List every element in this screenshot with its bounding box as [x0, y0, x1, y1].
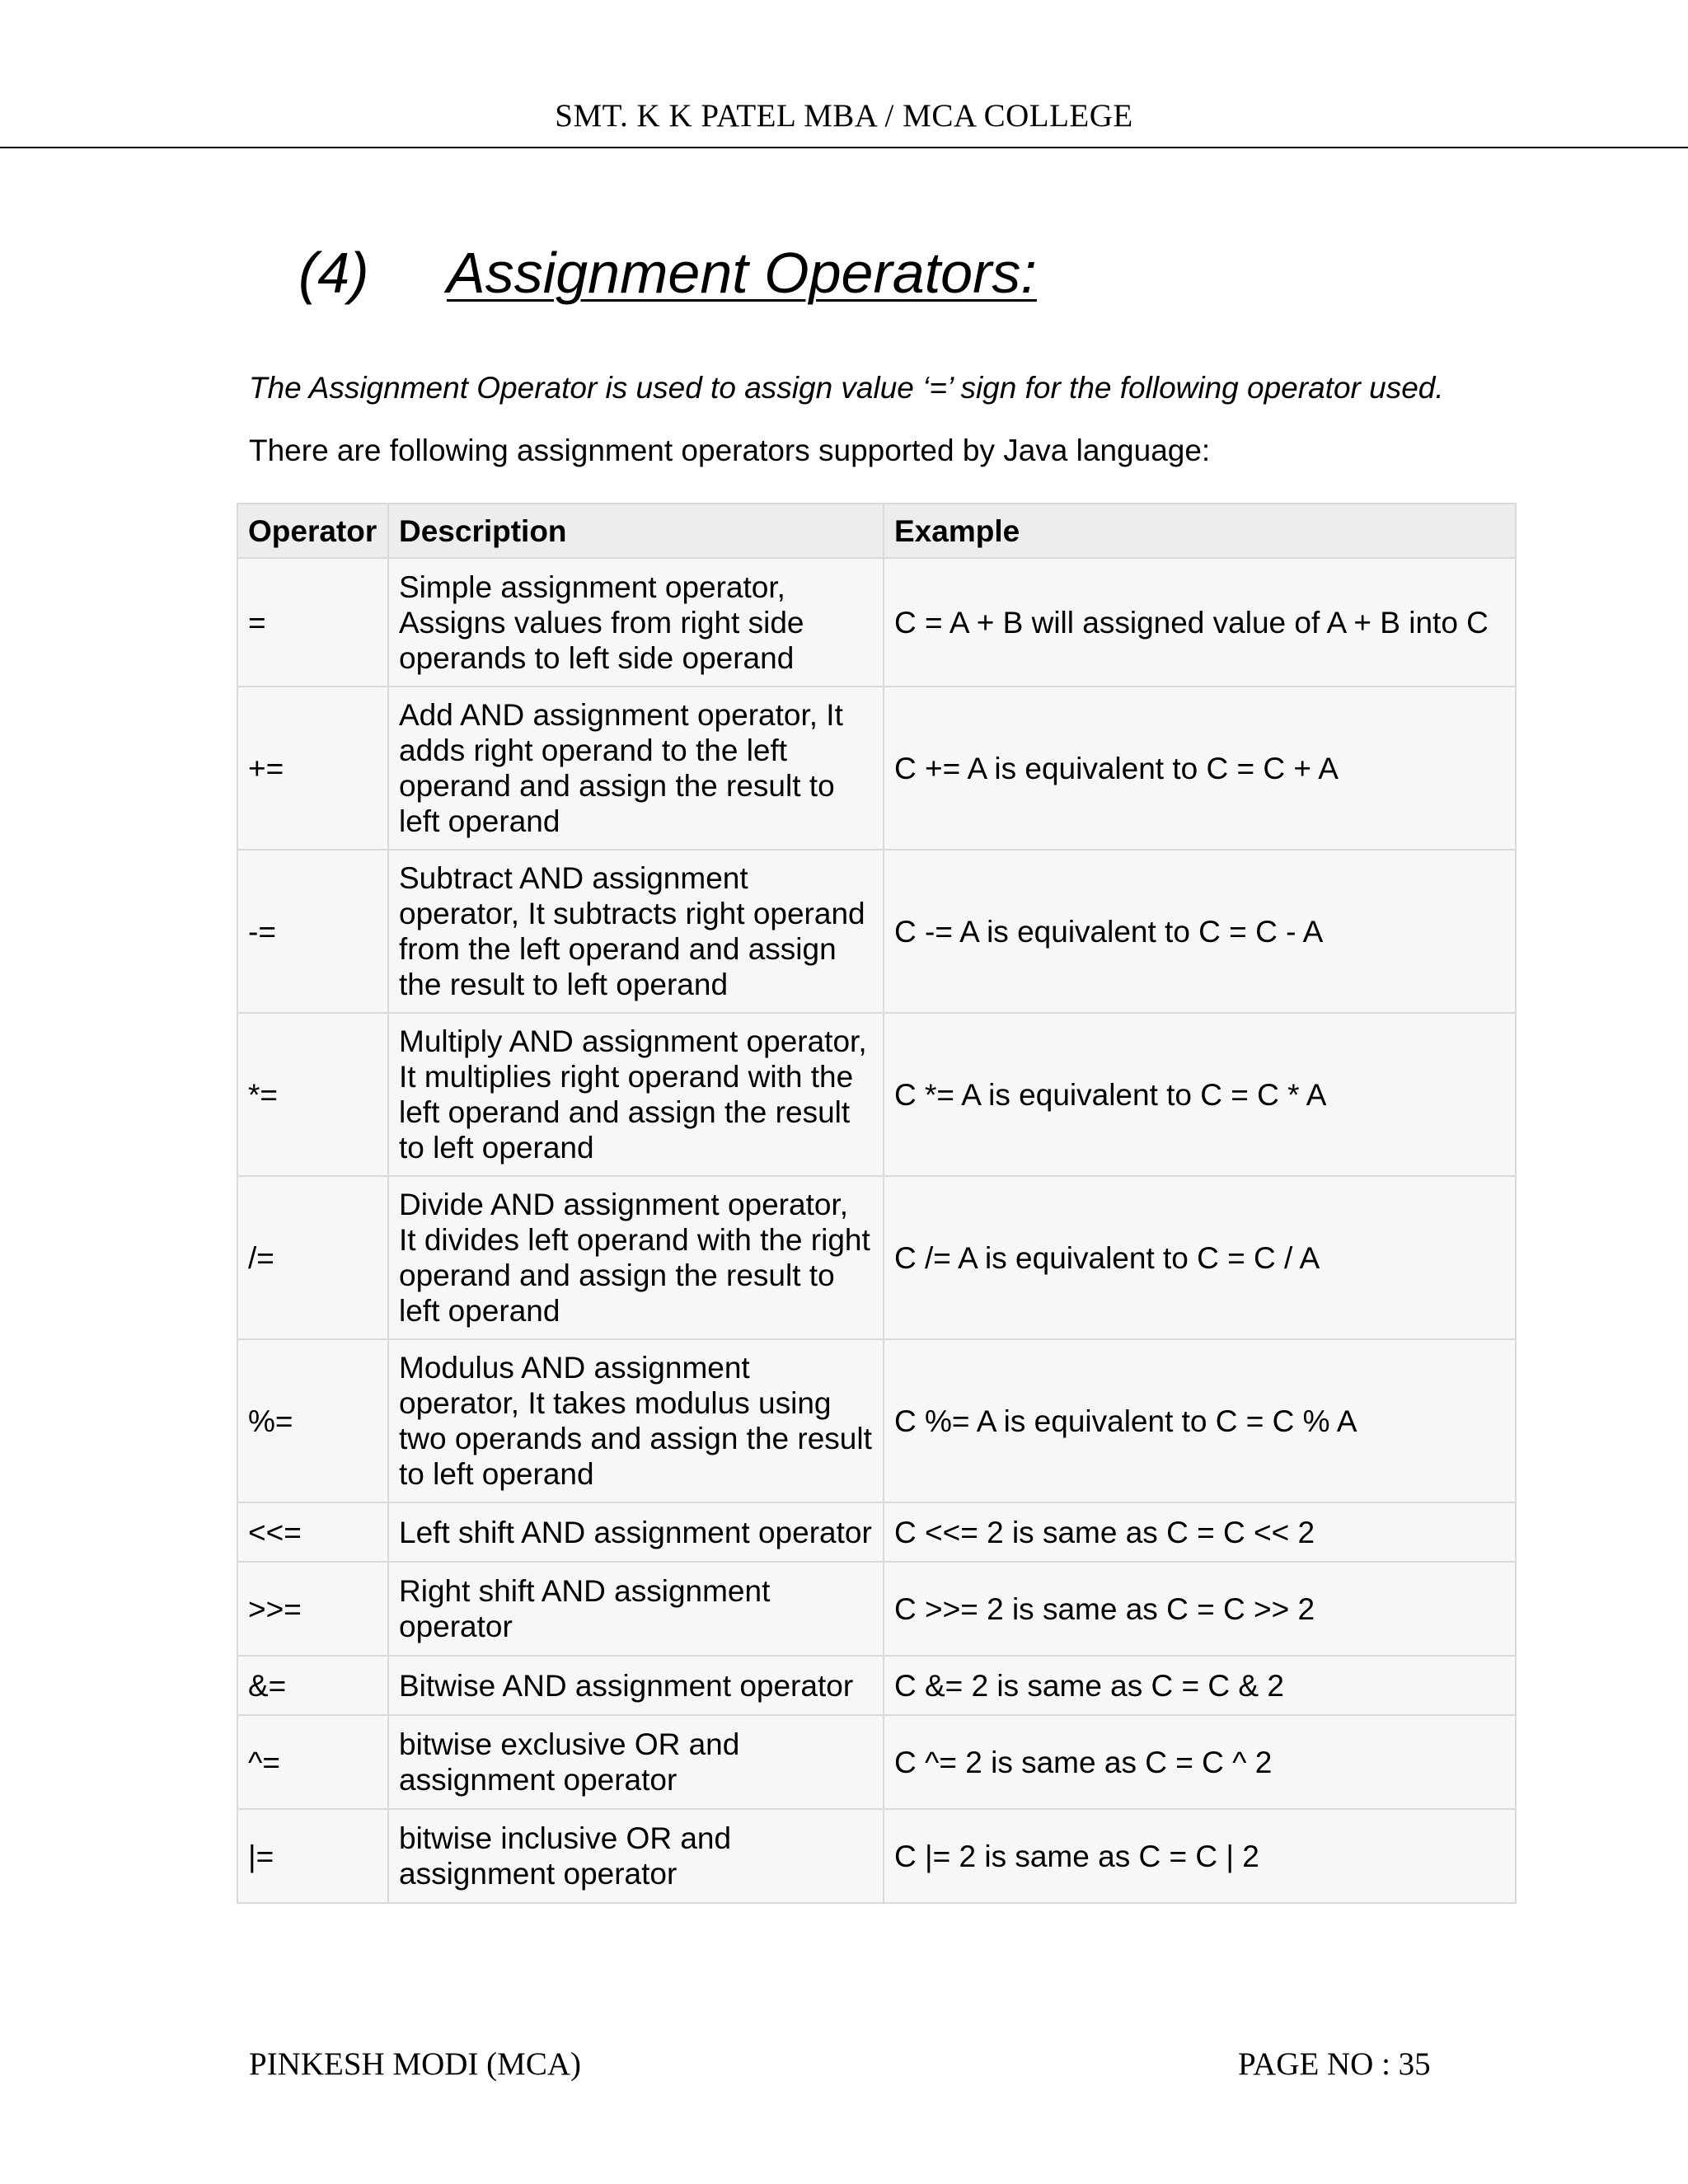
description-cell: Left shift AND assignment operator: [388, 1502, 884, 1562]
example-cell: C += A is equivalent to C = C + A: [884, 687, 1516, 850]
example-cell: C %= A is equivalent to C = C % A: [884, 1339, 1516, 1502]
table-row: [237, 850, 1516, 1013]
operator-cell: ^=: [237, 1715, 388, 1809]
intro-text: There are following assignment operators supported by Java language:: [249, 434, 1211, 467]
operator-cell: >>=: [237, 1562, 388, 1656]
example-cell: C |= 2 is same as C = C | 2: [884, 1809, 1516, 1903]
example-cell: C -= A is equivalent to C = C - A: [884, 850, 1516, 1013]
operator-cell: |=: [237, 1809, 388, 1903]
operator-cell: <<=: [237, 1502, 388, 1562]
table-row: [237, 1656, 1516, 1715]
example-cell: C *= A is equivalent to C = C * A: [884, 1013, 1516, 1176]
footer-page-number: PAGE NO : 35: [1238, 2046, 1431, 2082]
example-cell: C = A + B will assigned value of A + B into C: [884, 558, 1516, 687]
operator-cell: %=: [237, 1339, 388, 1502]
header-description: Description: [388, 504, 884, 558]
example-cell: C ^= 2 is same as C = C ^ 2: [884, 1715, 1516, 1809]
table-row: [237, 1176, 1516, 1339]
table-row: [237, 558, 1516, 687]
table-row: [237, 1715, 1516, 1809]
table-row: [237, 1562, 1516, 1656]
example-cell: C >>= 2 is same as C = C >> 2: [884, 1562, 1516, 1656]
table-header-row: [237, 504, 1516, 558]
operators-table: [237, 503, 1517, 1904]
description-cell: Add AND assignment operator, It adds right operand to the left operand and assign the result to left operand: [388, 687, 884, 850]
table-row: [237, 687, 1516, 850]
table-row: [237, 1502, 1516, 1562]
example-cell: C /= A is equivalent to C = C / A: [884, 1176, 1516, 1339]
operator-cell: *=: [237, 1013, 388, 1176]
table-row: [237, 1339, 1516, 1502]
header-operator: Operator: [237, 504, 388, 558]
footer-author: PINKESH MODI (MCA): [249, 2046, 582, 2082]
description-cell: Simple assignment operator, Assigns values from right side operands to left side operand: [388, 558, 884, 687]
example-cell: C &= 2 is same as C = C & 2: [884, 1656, 1516, 1715]
description-cell: Modulus AND assignment operator, It takes modulus using two operands and assign the result to left operand: [388, 1339, 884, 1502]
description-cell: Subtract AND assignment operator, It subtracts right operand from the left operand and assign the result to left operand: [388, 850, 884, 1013]
description-cell: bitwise inclusive OR and assignment operator: [388, 1809, 884, 1903]
description-cell: Bitwise AND assignment operator: [388, 1656, 884, 1715]
table-row: [237, 1013, 1516, 1176]
operator-cell: +=: [237, 687, 388, 850]
description-cell: Multiply AND assignment operator, It multiplies right operand with the left operand and assign the result to left operand: [388, 1013, 884, 1176]
page-header: SMT. K K PATEL MBA / MCA COLLEGE: [555, 98, 1133, 134]
operator-cell: &=: [237, 1656, 388, 1715]
table-row: [237, 1809, 1516, 1903]
operator-cell: /=: [237, 1176, 388, 1339]
section-number: (4): [298, 241, 369, 305]
description-cell: Right shift AND assignment operator: [388, 1562, 884, 1656]
description-cell: bitwise exclusive OR and assignment operator: [388, 1715, 884, 1809]
operator-cell: =: [237, 558, 388, 687]
operator-cell: -=: [237, 850, 388, 1013]
example-cell: C <<= 2 is same as C = C << 2: [884, 1502, 1516, 1562]
header-example: Example: [884, 504, 1516, 558]
description-cell: Divide AND assignment operator, It divides left operand with the right operand and assign the result to left operand: [388, 1176, 884, 1339]
header-rule: [0, 147, 1688, 148]
section-title: Assignment Operators:: [447, 241, 1037, 305]
intro-italic: The Assignment Operator is used to assign value ‘=’ sign for the following operator used.: [249, 371, 1444, 405]
